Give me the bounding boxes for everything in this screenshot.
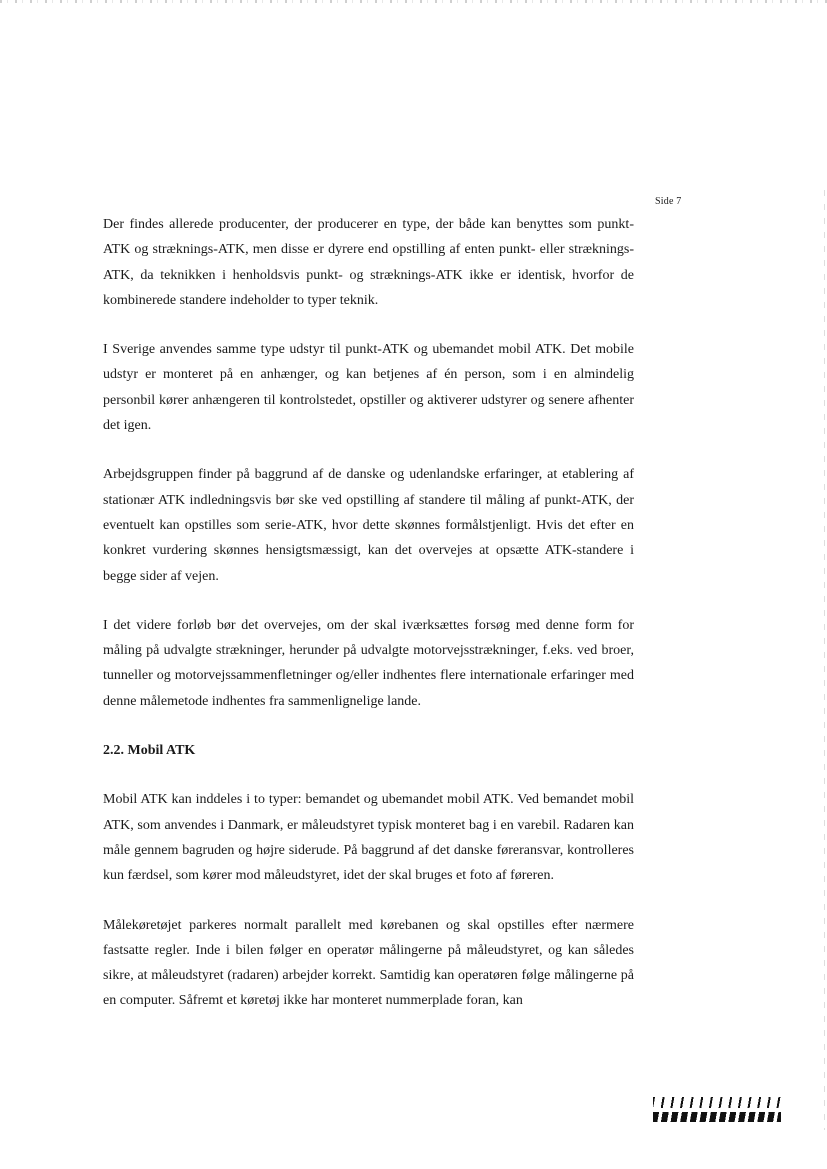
paragraph: Der findes allerede producenter, der producerer en type, der både kan benyttes som punkt-ATK og stræknings-ATK, men disse er dyrere end opstilling af enten punkt- eller stræknings-ATK, da teknikken i henholdsvis punkt- og stræknings-ATK ikke er identisk, hvorfor de kombinerede standere indeholder to typer teknik. bbox=[103, 217, 634, 308]
page-number: Side 7 bbox=[655, 196, 682, 207]
barcode-row-bottom bbox=[653, 1112, 781, 1122]
paragraph: I Sverige anvendes samme type udstyr til punkt-ATK og ubemandet mobil ATK. Det mobile udstyr er monteret på en anhænger, og kan betjenes af én person, som i en almindelig personbil kører anhængeren til kontrolstedet, opstiller og aktiverer udstyrer og senere afhenter det igen. bbox=[103, 342, 634, 434]
section-heading: 2.2. Mobil ATK bbox=[103, 743, 196, 759]
barcode-mark bbox=[653, 1097, 781, 1125]
paragraph: Målekøretøjet parkeres normalt parallelt med kørebanen og skal opstilles efter nærmere fastsatte regler. Inde i bilen følger en operatør målingerne på måleudstyret, og kan således sikre, at måleudstyret (radaren) arbejder korrekt. Samtidig kan operatøren følge målingerne på en computer. Såfremt et køretøj ikke har monteret nummerplade foran, kan bbox=[103, 917, 634, 1009]
paragraph: Arbejdsgruppen finder på baggrund af de danske og udenlandske erfaringer, at etablering af stationær ATK indledningsvis bør ske ved opstilling af standere til måling af punkt-ATK, der eventuelt kan opstilles som serie-ATK, hvor dette skønnes formålstjenligt. Hvis det efter en konkret vurdering skønnes hensigtsmæssigt, kan det overvejes at opsætte ATK-standere i begge sider af vejen. bbox=[103, 467, 634, 584]
barcode-row-top bbox=[653, 1097, 781, 1108]
scan-edge-right bbox=[824, 190, 825, 1130]
paragraph: Mobil ATK kan inddeles i to typer: bemandet og ubemandet mobil ATK. Ved bemandet mobil ATK, som anvendes i Danmark, er måleudstyret typisk monteret bag i en varebil. Radaren kan måle gennem bagruden og højre siderude. På baggrund af det danske føreransvar, kontrolleres kun færdsel, som kører mod måleudstyret, idet der skal bruges et foto af føreren. bbox=[103, 792, 634, 884]
document-body bbox=[103, 212, 634, 1038]
scan-edge-top bbox=[0, 0, 827, 3]
paragraph: I det videre forløb bør det overvejes, om der skal iværksættes forsøg med denne form for måling på udvalgte strækninger, herunder på udvalgte motorvejsstrækninger, f.eks. ved broer, tunneller og motorvejssammenfletninger og/eller indhentes flere internationale erfaringer med denne målemetode indhentes fra sammenlignelige lande. bbox=[103, 617, 634, 709]
